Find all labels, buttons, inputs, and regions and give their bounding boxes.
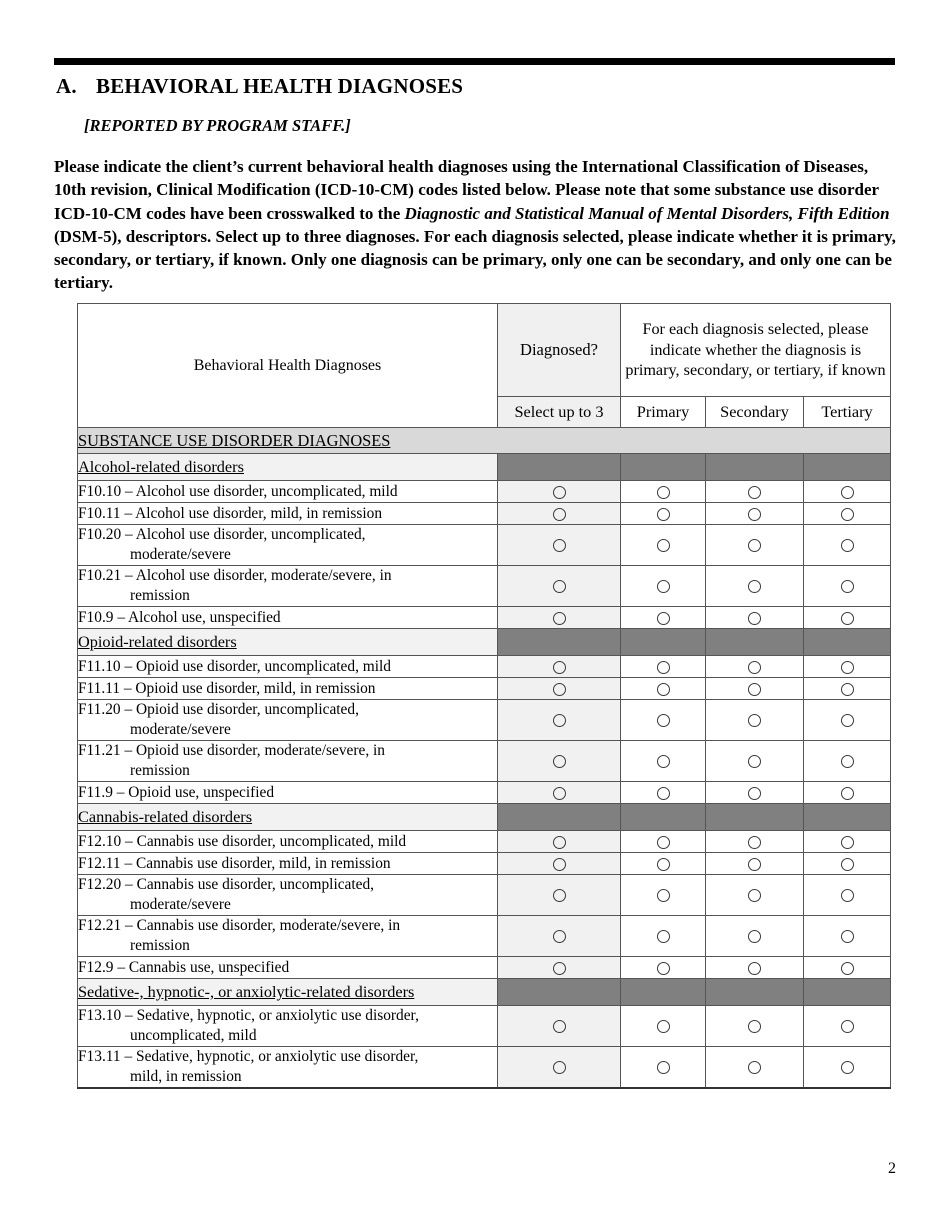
radio-cell-secondary[interactable] xyxy=(706,656,804,678)
diagnosis-line-1: F11.10 – Opioid use disorder, uncomplicated, mild xyxy=(78,657,391,675)
radio-cell-select[interactable] xyxy=(498,957,621,979)
radio-button-primary[interactable] xyxy=(657,539,670,552)
radio-button-secondary[interactable] xyxy=(748,930,761,943)
radio-cell-secondary[interactable] xyxy=(706,853,804,875)
group-header-fill-secondary xyxy=(706,979,804,1006)
table-header-row-1 xyxy=(78,304,891,397)
radio-cell-tertiary[interactable] xyxy=(804,607,891,629)
group-header-label: Cannabis-related disorders xyxy=(78,807,253,826)
diagnosis-label-cell xyxy=(78,607,498,629)
top-horizontal-rule xyxy=(54,58,895,65)
radio-button-select[interactable] xyxy=(553,836,566,849)
table-row xyxy=(78,1006,891,1047)
diagnosis-line-1: F13.10 – Sedative, hypnotic, or anxiolytic use disorder, xyxy=(78,1007,419,1025)
group-header-cell xyxy=(78,454,498,481)
radio-cell-tertiary[interactable] xyxy=(804,875,891,916)
radio-button-secondary[interactable] xyxy=(748,1020,761,1033)
diagnosis-line-2: remission xyxy=(130,587,190,604)
radio-button-secondary[interactable] xyxy=(748,539,761,552)
table-row xyxy=(78,875,891,916)
radio-cell-tertiary[interactable] xyxy=(804,1006,891,1047)
diagnosis-label-cell xyxy=(78,503,498,525)
radio-button-secondary[interactable] xyxy=(748,1061,761,1074)
diagnosis-label-cell xyxy=(78,525,498,566)
radio-button-primary[interactable] xyxy=(657,508,670,521)
radio-button-secondary[interactable] xyxy=(748,889,761,902)
radio-button-primary[interactable] xyxy=(657,1061,670,1074)
radio-button-select[interactable] xyxy=(553,612,566,625)
radio-button-tertiary[interactable] xyxy=(841,858,854,871)
radio-button-tertiary[interactable] xyxy=(841,787,854,800)
radio-button-secondary[interactable] xyxy=(748,486,761,499)
group-header-fill-secondary xyxy=(706,804,804,831)
radio-button-select[interactable] xyxy=(553,580,566,593)
radio-cell-secondary[interactable] xyxy=(706,741,804,782)
diagnosis-line-2: mild, in remission xyxy=(130,1068,242,1085)
diagnosis-line-2: remission xyxy=(130,762,190,779)
radio-button-tertiary[interactable] xyxy=(841,661,854,674)
group-header-fill-secondary xyxy=(706,454,804,481)
radio-button-tertiary[interactable] xyxy=(841,580,854,593)
diagnosis-line-2: remission xyxy=(130,937,190,954)
group-header-label: Sedative-, hypnotic-, or anxiolytic-related disorders xyxy=(78,982,415,1001)
radio-cell-select[interactable] xyxy=(498,1006,621,1047)
group-header-fill-primary xyxy=(621,454,706,481)
radio-cell-select[interactable] xyxy=(498,503,621,525)
radio-button-primary[interactable] xyxy=(657,836,670,849)
radio-button-select[interactable] xyxy=(553,755,566,768)
diagnosis-line-1: F10.20 – Alcohol use disorder, uncomplicated, xyxy=(78,526,366,544)
radio-cell-secondary[interactable] xyxy=(706,1047,804,1089)
table-row xyxy=(78,700,891,741)
diagnosis-line-1: F13.11 – Sedative, hypnotic, or anxiolytic use disorder, xyxy=(78,1048,419,1066)
radio-button-select[interactable] xyxy=(553,1061,566,1074)
diagnosis-line-1: F11.9 – Opioid use, unspecified xyxy=(78,783,275,801)
radio-button-tertiary[interactable] xyxy=(841,889,854,902)
column-header-diagnoses: Behavioral Health Diagnoses xyxy=(78,304,498,428)
diagnosis-label-cell xyxy=(78,566,498,607)
radio-button-select[interactable] xyxy=(553,508,566,521)
diagnosis-line-2: moderate/severe xyxy=(130,721,231,738)
group-header-fill-tertiary xyxy=(804,979,891,1006)
radio-cell-select[interactable] xyxy=(498,1047,621,1089)
radio-button-primary[interactable] xyxy=(657,787,670,800)
radio-cell-select[interactable] xyxy=(498,782,621,804)
radio-cell-primary[interactable] xyxy=(621,481,706,503)
column-header-secondary: Secondary xyxy=(706,397,804,428)
group-header-fill-select xyxy=(498,979,621,1006)
radio-cell-primary[interactable] xyxy=(621,831,706,853)
radio-cell-tertiary[interactable] xyxy=(804,782,891,804)
diagnosis-label-cell xyxy=(78,481,498,503)
radio-cell-tertiary[interactable] xyxy=(804,656,891,678)
radio-button-tertiary[interactable] xyxy=(841,1061,854,1074)
group-header-fill-secondary xyxy=(706,629,804,656)
radio-cell-primary[interactable] xyxy=(621,741,706,782)
group-header-row xyxy=(78,804,891,831)
radio-cell-secondary[interactable] xyxy=(706,566,804,607)
diagnosis-label-cell xyxy=(78,1006,498,1047)
radio-button-primary[interactable] xyxy=(657,486,670,499)
radio-button-select[interactable] xyxy=(553,661,566,674)
group-header-cell xyxy=(78,979,498,1006)
table-row xyxy=(78,607,891,629)
radio-button-tertiary[interactable] xyxy=(841,612,854,625)
radio-cell-select[interactable] xyxy=(498,525,621,566)
radio-button-secondary[interactable] xyxy=(748,683,761,696)
diagnosis-label-cell xyxy=(78,782,498,804)
diagnosis-label-cell xyxy=(78,656,498,678)
diagnoses-table-body xyxy=(78,428,891,1089)
radio-button-select[interactable] xyxy=(553,962,566,975)
radio-button-secondary[interactable] xyxy=(748,755,761,768)
radio-cell-tertiary[interactable] xyxy=(804,741,891,782)
radio-button-tertiary[interactable] xyxy=(841,1020,854,1033)
section-header-cell xyxy=(78,428,891,454)
radio-button-primary[interactable] xyxy=(657,580,670,593)
radio-cell-secondary[interactable] xyxy=(706,782,804,804)
group-header-cell xyxy=(78,629,498,656)
radio-cell-primary[interactable] xyxy=(621,566,706,607)
column-header-diagnosed: Diagnosed? xyxy=(498,304,621,397)
diagnosis-line-2: moderate/severe xyxy=(130,896,231,913)
radio-cell-tertiary[interactable] xyxy=(804,700,891,741)
radio-cell-primary[interactable] xyxy=(621,503,706,525)
diagnosis-line-1: F12.9 – Cannabis use, unspecified xyxy=(78,958,290,976)
radio-button-secondary[interactable] xyxy=(748,836,761,849)
table-row xyxy=(78,831,891,853)
radio-button-primary[interactable] xyxy=(657,755,670,768)
radio-button-primary[interactable] xyxy=(657,714,670,727)
radio-button-secondary[interactable] xyxy=(748,858,761,871)
radio-cell-secondary[interactable] xyxy=(706,607,804,629)
radio-cell-tertiary[interactable] xyxy=(804,831,891,853)
radio-cell-primary[interactable] xyxy=(621,853,706,875)
diagnosis-line-1: F12.20 – Cannabis use disorder, uncomplicated, xyxy=(78,876,375,894)
radio-button-tertiary[interactable] xyxy=(841,714,854,727)
radio-cell-select[interactable] xyxy=(498,607,621,629)
table-row xyxy=(78,566,891,607)
page-title xyxy=(56,74,896,99)
group-header-cell xyxy=(78,804,498,831)
diagnosis-line-1: F12.10 – Cannabis use disorder, uncomplicated, mild xyxy=(78,832,407,850)
radio-button-secondary[interactable] xyxy=(748,661,761,674)
radio-cell-primary[interactable] xyxy=(621,678,706,700)
radio-cell-select[interactable] xyxy=(498,566,621,607)
section-letter: A. xyxy=(56,74,77,98)
radio-button-tertiary[interactable] xyxy=(841,755,854,768)
radio-button-select[interactable] xyxy=(553,787,566,800)
radio-cell-secondary[interactable] xyxy=(706,957,804,979)
radio-cell-tertiary[interactable] xyxy=(804,916,891,957)
intro-text-part2: (DSM-5), descriptors. Select up to three diagnoses. For each diagnosis selected, please indicate whether it is primary, secondary, or tertiary, if known. Only one diagnosis can be primary, only one can be secondary, and only one can be tertiary. xyxy=(54,226,896,293)
group-header-row xyxy=(78,629,891,656)
diagnosis-label-cell xyxy=(78,875,498,916)
radio-button-primary[interactable] xyxy=(657,962,670,975)
group-header-label: Alcohol-related disorders xyxy=(78,457,244,476)
radio-cell-primary[interactable] xyxy=(621,782,706,804)
column-header-select-up-to-3: Select up to 3 xyxy=(498,397,621,428)
table-row xyxy=(78,1047,891,1089)
radio-button-secondary[interactable] xyxy=(748,714,761,727)
radio-cell-select[interactable] xyxy=(498,831,621,853)
radio-cell-select[interactable] xyxy=(498,853,621,875)
table-row xyxy=(78,957,891,979)
radio-cell-secondary[interactable] xyxy=(706,916,804,957)
intro-text-part1: Please indicate the client’s current behavioral health diagnoses using the International Classification of Diseases, 10th revision, Clinical Modification (ICD-10-CM) codes listed below. Please note that some substance use disorder ICD-10-CM codes have been crosswalked to the xyxy=(54,157,879,223)
section-title-text: BEHAVIORAL HEALTH DIAGNOSES xyxy=(96,74,464,98)
diagnosis-line-1: F10.9 – Alcohol use, unspecified xyxy=(78,608,281,626)
table-row xyxy=(78,656,891,678)
group-header-fill-primary xyxy=(621,629,706,656)
diagnosis-label-cell xyxy=(78,831,498,853)
radio-cell-select[interactable] xyxy=(498,656,621,678)
diagnosis-line-1: F11.21 – Opioid use disorder, moderate/severe, in xyxy=(78,742,385,760)
radio-button-tertiary[interactable] xyxy=(841,486,854,499)
diagnosis-label-cell xyxy=(78,957,498,979)
intro-text-italic: Diagnostic and Statistical Manual of Mental Disorders, Fifth Edition xyxy=(404,203,890,223)
group-header-fill-select xyxy=(498,804,621,831)
group-header-fill-tertiary xyxy=(804,454,891,481)
radio-cell-secondary[interactable] xyxy=(706,831,804,853)
diagnosis-line-1: F11.11 – Opioid use disorder, mild, in remission xyxy=(78,679,376,697)
column-header-for-each-diagnosis: For each diagnosis selected, please indicate whether the diagnosis is primary, secondary, or tertiary, if known xyxy=(621,304,891,397)
radio-button-secondary[interactable] xyxy=(748,508,761,521)
radio-cell-select[interactable] xyxy=(498,875,621,916)
diagnosis-label-cell xyxy=(78,1047,498,1089)
radio-cell-secondary[interactable] xyxy=(706,678,804,700)
radio-button-select[interactable] xyxy=(553,930,566,943)
radio-button-tertiary[interactable] xyxy=(841,836,854,849)
group-header-fill-tertiary xyxy=(804,629,891,656)
radio-cell-tertiary[interactable] xyxy=(804,678,891,700)
table-row xyxy=(78,525,891,566)
column-header-primary: Primary xyxy=(621,397,706,428)
radio-button-tertiary[interactable] xyxy=(841,962,854,975)
group-header-fill-tertiary xyxy=(804,804,891,831)
diagnosis-label-cell xyxy=(78,741,498,782)
radio-cell-select[interactable] xyxy=(498,741,621,782)
radio-button-select[interactable] xyxy=(553,714,566,727)
radio-cell-primary[interactable] xyxy=(621,525,706,566)
radio-cell-tertiary[interactable] xyxy=(804,566,891,607)
radio-cell-tertiary[interactable] xyxy=(804,503,891,525)
radio-button-select[interactable] xyxy=(553,486,566,499)
diagnosis-line-1: F10.21 – Alcohol use disorder, moderate/severe, in xyxy=(78,567,392,585)
radio-cell-tertiary[interactable] xyxy=(804,481,891,503)
radio-button-secondary[interactable] xyxy=(748,787,761,800)
radio-cell-secondary[interactable] xyxy=(706,875,804,916)
diagnoses-table xyxy=(77,303,891,1089)
table-row xyxy=(78,741,891,782)
radio-button-primary[interactable] xyxy=(657,612,670,625)
radio-button-secondary[interactable] xyxy=(748,612,761,625)
radio-button-primary[interactable] xyxy=(657,661,670,674)
table-row xyxy=(78,481,891,503)
radio-cell-select[interactable] xyxy=(498,916,621,957)
group-header-row xyxy=(78,979,891,1006)
table-row xyxy=(78,503,891,525)
radio-cell-primary[interactable] xyxy=(621,916,706,957)
table-row xyxy=(78,678,891,700)
group-header-fill-primary xyxy=(621,979,706,1006)
radio-cell-select[interactable] xyxy=(498,700,621,741)
group-header-fill-primary xyxy=(621,804,706,831)
reported-by-note: [REPORTED BY PROGRAM STAFF.] xyxy=(84,116,351,135)
radio-button-select[interactable] xyxy=(553,1020,566,1033)
group-header-fill-select xyxy=(498,629,621,656)
radio-button-select[interactable] xyxy=(553,683,566,696)
diagnoses-table-wrapper xyxy=(77,303,890,1089)
column-header-tertiary: Tertiary xyxy=(804,397,891,428)
radio-cell-select[interactable] xyxy=(498,678,621,700)
radio-cell-tertiary[interactable] xyxy=(804,1047,891,1089)
radio-cell-tertiary[interactable] xyxy=(804,957,891,979)
diagnosis-label-cell xyxy=(78,916,498,957)
section-header-label: SUBSTANCE USE DISORDER DIAGNOSES xyxy=(78,430,391,450)
radio-button-primary[interactable] xyxy=(657,1020,670,1033)
diagnosis-label-cell xyxy=(78,853,498,875)
radio-cell-secondary[interactable] xyxy=(706,525,804,566)
table-row xyxy=(78,853,891,875)
radio-button-primary[interactable] xyxy=(657,930,670,943)
radio-button-tertiary[interactable] xyxy=(841,508,854,521)
radio-cell-primary[interactable] xyxy=(621,700,706,741)
diagnosis-line-2: moderate/severe xyxy=(130,546,231,563)
diagnosis-line-1: F10.10 – Alcohol use disorder, uncomplicated, mild xyxy=(78,482,398,500)
radio-cell-primary[interactable] xyxy=(621,607,706,629)
diagnosis-line-1: F11.20 – Opioid use disorder, uncomplicated, xyxy=(78,701,359,719)
radio-button-select[interactable] xyxy=(553,539,566,552)
radio-cell-secondary[interactable] xyxy=(706,481,804,503)
radio-cell-tertiary[interactable] xyxy=(804,853,891,875)
radio-cell-secondary[interactable] xyxy=(706,503,804,525)
radio-button-tertiary[interactable] xyxy=(841,683,854,696)
radio-cell-tertiary[interactable] xyxy=(804,525,891,566)
group-header-fill-select xyxy=(498,454,621,481)
intro-paragraph xyxy=(54,155,896,295)
radio-cell-primary[interactable] xyxy=(621,1047,706,1089)
group-header-label: Opioid-related disorders xyxy=(78,632,237,651)
radio-button-tertiary[interactable] xyxy=(841,930,854,943)
radio-button-primary[interactable] xyxy=(657,889,670,902)
group-header-row xyxy=(78,454,891,481)
table-row xyxy=(78,916,891,957)
radio-cell-primary[interactable] xyxy=(621,1006,706,1047)
page-number: 2 xyxy=(888,1160,896,1177)
radio-cell-primary[interactable] xyxy=(621,957,706,979)
radio-button-select[interactable] xyxy=(553,889,566,902)
radio-cell-primary[interactable] xyxy=(621,656,706,678)
table-row xyxy=(78,782,891,804)
diagnosis-line-1: F12.11 – Cannabis use disorder, mild, in remission xyxy=(78,854,391,872)
diagnosis-label-cell xyxy=(78,678,498,700)
radio-cell-primary[interactable] xyxy=(621,875,706,916)
radio-button-primary[interactable] xyxy=(657,683,670,696)
radio-button-secondary[interactable] xyxy=(748,962,761,975)
radio-cell-secondary[interactable] xyxy=(706,1006,804,1047)
diagnosis-line-1: F12.21 – Cannabis use disorder, moderate/severe, in xyxy=(78,917,401,935)
section-header-row xyxy=(78,428,891,454)
radio-button-select[interactable] xyxy=(553,858,566,871)
radio-button-secondary[interactable] xyxy=(748,580,761,593)
diagnosis-line-2: uncomplicated, mild xyxy=(130,1027,257,1044)
radio-button-primary[interactable] xyxy=(657,858,670,871)
diagnosis-label-cell xyxy=(78,700,498,741)
diagnosis-line-1: F10.11 – Alcohol use disorder, mild, in remission xyxy=(78,504,383,522)
radio-cell-select[interactable] xyxy=(498,481,621,503)
radio-cell-secondary[interactable] xyxy=(706,700,804,741)
radio-button-tertiary[interactable] xyxy=(841,539,854,552)
